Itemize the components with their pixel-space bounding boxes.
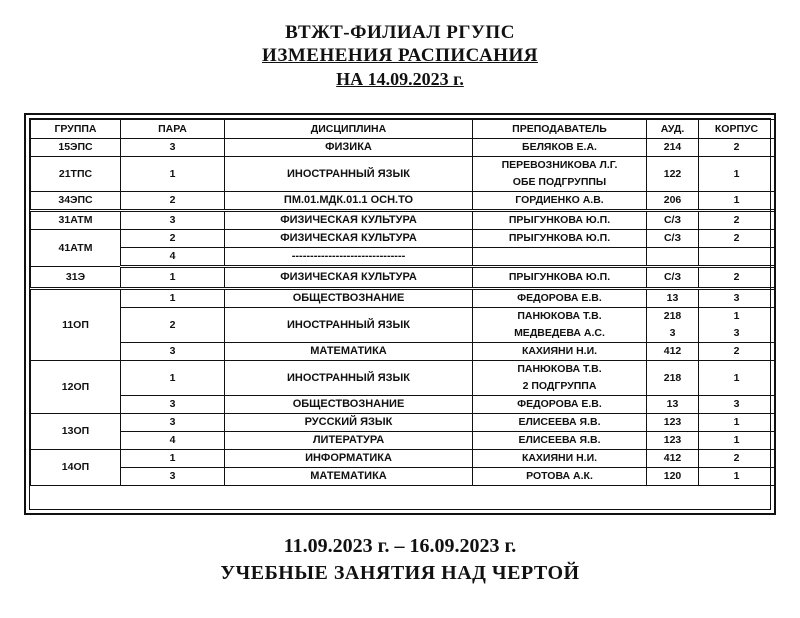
teacher-cell: ПРЫГУНКОВА Ю.П. bbox=[473, 230, 647, 248]
table-row bbox=[31, 361, 775, 379]
para-cell: 3 bbox=[121, 343, 225, 361]
teacher-cell: ЕЛИСЕЕВА Я.В. bbox=[473, 414, 647, 432]
group-cell: 11ОП bbox=[31, 289, 121, 361]
para-cell: 1 bbox=[121, 361, 225, 396]
discipline-cell: ИНФОРМАТИКА bbox=[225, 450, 473, 468]
building-cell: 3 bbox=[699, 289, 775, 308]
teacher-cell: ПАНЮКОВА Т.В. bbox=[473, 308, 647, 326]
discipline-cell: ФИЗИЧЕСКАЯ КУЛЬТУРА bbox=[225, 211, 473, 230]
discipline-cell: ОБЩЕСТВОЗНАНИЕ bbox=[225, 396, 473, 414]
building-cell: 1 bbox=[699, 361, 775, 396]
table-row bbox=[31, 248, 775, 267]
building-cell: 1 bbox=[699, 414, 775, 432]
teacher-cell: ЕЛИСЕЕВА Я.В. bbox=[473, 432, 647, 450]
para-cell: 4 bbox=[121, 432, 225, 450]
schedule-table bbox=[30, 119, 775, 486]
column-header-room: АУД. bbox=[647, 120, 699, 139]
building-cell: 2 bbox=[699, 139, 775, 157]
teacher-cell bbox=[473, 248, 647, 267]
table-header-row bbox=[31, 120, 775, 139]
table-row bbox=[31, 396, 775, 414]
discipline-cell: ИНОСТРАННЫЙ ЯЗЫК bbox=[225, 361, 473, 396]
room-cell: 123 bbox=[647, 414, 699, 432]
building-cell: 2 bbox=[699, 450, 775, 468]
building-cell: 1 bbox=[699, 157, 775, 192]
discipline-cell: ИНОСТРАННЫЙ ЯЗЫК bbox=[225, 308, 473, 343]
discipline-cell: ОБЩЕСТВОЗНАНИЕ bbox=[225, 289, 473, 308]
discipline-cell: МАТЕМАТИКА bbox=[225, 343, 473, 361]
room-cell: 122 bbox=[647, 157, 699, 192]
group-cell: 31Э bbox=[31, 267, 121, 289]
column-header-para: ПАРА bbox=[121, 120, 225, 139]
group-cell: 31АТМ bbox=[31, 211, 121, 230]
table-row bbox=[31, 192, 775, 211]
room-cell: 412 bbox=[647, 343, 699, 361]
room-cell: 120 bbox=[647, 468, 699, 486]
teacher-cell-line2: МЕДВЕДЕВА А.С. bbox=[473, 325, 647, 343]
table-row bbox=[31, 267, 775, 289]
schedule-frame bbox=[24, 113, 776, 515]
room-cell: С/З bbox=[647, 211, 699, 230]
building-cell: 2 bbox=[699, 230, 775, 248]
discipline-cell: ------------------------------- bbox=[225, 248, 473, 267]
building-cell: 1 bbox=[699, 432, 775, 450]
discipline-cell: ИНОСТРАННЫЙ ЯЗЫК bbox=[225, 157, 473, 192]
para-cell: 3 bbox=[121, 211, 225, 230]
teacher-cell: ПРЫГУНКОВА Ю.П. bbox=[473, 211, 647, 230]
discipline-cell: ФИЗИЧЕСКАЯ КУЛЬТУРА bbox=[225, 230, 473, 248]
document-date: НА 14.09.2023 г. bbox=[336, 69, 464, 89]
table-row bbox=[31, 230, 775, 248]
table-row bbox=[31, 139, 775, 157]
table-row bbox=[31, 414, 775, 432]
room-cell: 218 bbox=[647, 308, 699, 326]
discipline-cell: ФИЗИЧЕСКАЯ КУЛЬТУРА bbox=[225, 267, 473, 289]
teacher-cell-line2: 2 ПОДГРУППА bbox=[473, 378, 647, 396]
room-cell: С/З bbox=[647, 267, 699, 289]
para-cell: 1 bbox=[121, 267, 225, 289]
room-cell: 13 bbox=[647, 289, 699, 308]
document-subtitle: ИЗМЕНЕНИЯ РАСПИСАНИЯ bbox=[262, 45, 538, 66]
building-cell: 3 bbox=[699, 396, 775, 414]
group-cell: 13ОП bbox=[31, 414, 121, 450]
building-cell: 2 bbox=[699, 343, 775, 361]
para-cell: 1 bbox=[121, 289, 225, 308]
para-cell: 3 bbox=[121, 139, 225, 157]
teacher-cell-line2: ОБЕ ПОДГРУППЫ bbox=[473, 174, 647, 192]
room-cell: 218 bbox=[647, 361, 699, 396]
table-row bbox=[31, 432, 775, 450]
para-cell: 3 bbox=[121, 468, 225, 486]
column-header-group: ГРУППА bbox=[31, 120, 121, 139]
document-title: ВТЖТ-ФИЛИАЛ РГУПС bbox=[285, 22, 515, 43]
room-cell: 13 bbox=[647, 396, 699, 414]
building-cell: 1 bbox=[699, 468, 775, 486]
discipline-cell: МАТЕМАТИКА bbox=[225, 468, 473, 486]
room-cell: 123 bbox=[647, 432, 699, 450]
group-cell: 15ЭПС bbox=[31, 139, 121, 157]
building-cell-line2: 3 bbox=[699, 325, 775, 343]
group-cell: 14ОП bbox=[31, 450, 121, 486]
para-cell: 4 bbox=[121, 248, 225, 267]
building-cell: 2 bbox=[699, 211, 775, 230]
table-row bbox=[31, 211, 775, 230]
discipline-cell: ПМ.01.МДК.01.1 ОСН.ТО bbox=[225, 192, 473, 211]
para-cell: 1 bbox=[121, 157, 225, 192]
building-cell: 1 bbox=[699, 308, 775, 326]
table-row bbox=[31, 468, 775, 486]
group-cell: 12ОП bbox=[31, 361, 121, 414]
teacher-cell: КАХИЯНИ Н.И. bbox=[473, 450, 647, 468]
para-cell: 3 bbox=[121, 396, 225, 414]
building-cell: 1 bbox=[699, 192, 775, 211]
building-cell bbox=[699, 248, 775, 267]
group-cell: 41АТМ bbox=[31, 230, 121, 267]
teacher-cell: РОТОВА А.К. bbox=[473, 468, 647, 486]
table-row bbox=[31, 157, 775, 175]
room-cell: 412 bbox=[647, 450, 699, 468]
footer-note: УЧЕБНЫЕ ЗАНЯТИЯ НАД ЧЕРТОЙ bbox=[220, 562, 580, 584]
teacher-cell: ГОРДИЕНКО А.В. bbox=[473, 192, 647, 211]
table-row bbox=[31, 308, 775, 326]
table-row bbox=[31, 343, 775, 361]
table-row bbox=[31, 450, 775, 468]
room-cell bbox=[647, 248, 699, 267]
teacher-cell: ПАНЮКОВА Т.В. bbox=[473, 361, 647, 379]
column-header-discipline: ДИСЦИПЛИНА bbox=[225, 120, 473, 139]
para-cell: 2 bbox=[121, 230, 225, 248]
column-header-teacher: ПРЕПОДАВАТЕЛЬ bbox=[473, 120, 647, 139]
teacher-cell: КАХИЯНИ Н.И. bbox=[473, 343, 647, 361]
table-row bbox=[31, 289, 775, 308]
para-cell: 3 bbox=[121, 414, 225, 432]
teacher-cell: ФЕДОРОВА Е.В. bbox=[473, 289, 647, 308]
teacher-cell: ФЕДОРОВА Е.В. bbox=[473, 396, 647, 414]
date-range: 11.09.2023 г. – 16.09.2023 г. bbox=[283, 535, 517, 557]
room-cell-line2: 3 bbox=[647, 325, 699, 343]
discipline-cell: ФИЗИКА bbox=[225, 139, 473, 157]
building-cell: 2 bbox=[699, 267, 775, 289]
column-header-building: КОРПУС bbox=[699, 120, 775, 139]
para-cell: 2 bbox=[121, 308, 225, 343]
discipline-cell: ЛИТЕРАТУРА bbox=[225, 432, 473, 450]
room-cell: 214 bbox=[647, 139, 699, 157]
room-cell: С/З bbox=[647, 230, 699, 248]
group-cell: 34ЭПС bbox=[31, 192, 121, 211]
group-cell: 21ТПС bbox=[31, 157, 121, 192]
room-cell: 206 bbox=[647, 192, 699, 211]
discipline-cell: РУССКИЙ ЯЗЫК bbox=[225, 414, 473, 432]
para-cell: 1 bbox=[121, 450, 225, 468]
teacher-cell: ПЕРЕВОЗНИКОВА Л.Г. bbox=[473, 157, 647, 175]
teacher-cell: ПРЫГУНКОВА Ю.П. bbox=[473, 267, 647, 289]
teacher-cell: БЕЛЯКОВ Е.А. bbox=[473, 139, 647, 157]
para-cell: 2 bbox=[121, 192, 225, 211]
